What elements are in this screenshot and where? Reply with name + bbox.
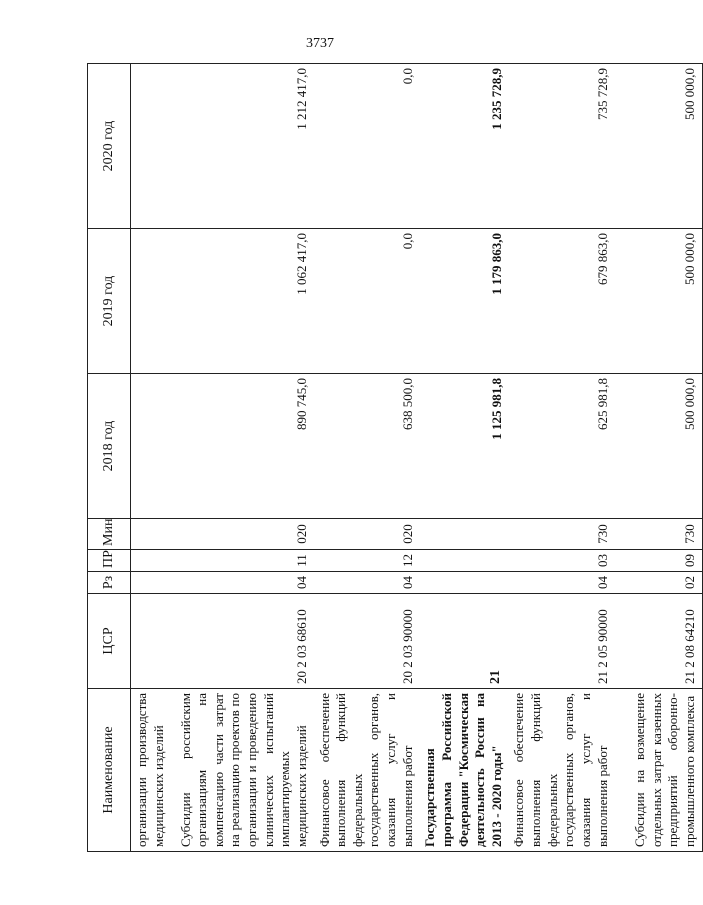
cell-min: 020 xyxy=(314,519,420,550)
header-rz: Рз xyxy=(88,572,131,594)
cell-2019: 679 863,0 xyxy=(508,229,614,374)
cell-2019: 1 179 863,0 xyxy=(419,229,508,374)
cell-2020: 1 212 417,0 xyxy=(175,64,314,229)
cell-2018: 890 745,0 xyxy=(175,374,314,519)
table-row xyxy=(175,64,314,852)
cell-2018: 1 125 981,8 xyxy=(419,374,508,519)
header-2018: 2018 год xyxy=(88,374,131,519)
cell-min: 730 xyxy=(614,519,702,550)
cell-pr xyxy=(419,550,508,572)
cell-rz: 04 xyxy=(508,572,614,594)
cell-name: Финансовое обеспечение выполнения функций федеральных государственных органов, оказания услуг и выполнения работ xyxy=(508,689,614,852)
header-2020: 2020 год xyxy=(88,64,131,229)
cell-min xyxy=(131,519,175,550)
cell-name: Государственная программа Российской Федерации "Космическая деятельность России на 2013 - 2020 годы" xyxy=(419,689,508,852)
cell-2020: 735 728,9 xyxy=(508,64,614,229)
cell-csr: 20 2 03 90000 xyxy=(314,594,420,689)
cell-2018: 500 000,0 xyxy=(614,374,702,519)
header-pr: ПР xyxy=(88,550,131,572)
cell-pr: 09 xyxy=(614,550,702,572)
cell-2020: 500 000,0 xyxy=(614,64,702,229)
page-number: 3737 xyxy=(306,36,334,51)
cell-rz: 04 xyxy=(314,572,420,594)
cell-csr: 21 2 05 90000 xyxy=(508,594,614,689)
table-row xyxy=(508,64,614,852)
rotated-budget-table xyxy=(87,64,697,852)
table-row xyxy=(614,64,702,852)
header-min: Мин xyxy=(88,519,131,550)
cell-name: Финансовое обеспечение выполнения функций федеральных государственных органов, оказания услуг и выполнения работ xyxy=(314,689,420,852)
cell-pr: 03 xyxy=(508,550,614,572)
cell-rz xyxy=(131,572,175,594)
cell-2019: 1 062 417,0 xyxy=(175,229,314,374)
cell-name: организации производства медицинских изделий xyxy=(131,689,175,852)
cell-2019: 500 000,0 xyxy=(614,229,702,374)
cell-pr xyxy=(131,550,175,572)
cell-2020: 1 235 728,9 xyxy=(419,64,508,229)
cell-2020: 0,0 xyxy=(314,64,420,229)
header-row xyxy=(88,64,131,852)
cell-2018: 625 981,8 xyxy=(508,374,614,519)
cell-pr: 11 xyxy=(175,550,314,572)
cell-min xyxy=(419,519,508,550)
cell-rz: 04 xyxy=(175,572,314,594)
cell-name: Субсидии на возмещение отдельных затрат казенных предприятий оборонно-промышленного комплекса xyxy=(614,689,702,852)
cell-min: 020 xyxy=(175,519,314,550)
header-csr: ЦСР xyxy=(88,594,131,689)
header-name: Наименование xyxy=(88,689,131,852)
table-row xyxy=(314,64,420,852)
cell-2018 xyxy=(131,374,175,519)
cell-2019 xyxy=(131,229,175,374)
cell-csr xyxy=(131,594,175,689)
table-row xyxy=(419,64,508,852)
cell-2020 xyxy=(131,64,175,229)
budget-table xyxy=(87,63,703,852)
cell-csr: 21 2 08 64210 xyxy=(614,594,702,689)
table-row xyxy=(131,64,175,852)
cell-pr: 12 xyxy=(314,550,420,572)
cell-csr: 20 2 03 68610 xyxy=(175,594,314,689)
cell-rz: 02 xyxy=(614,572,702,594)
header-2019: 2019 год xyxy=(88,229,131,374)
cell-rz xyxy=(419,572,508,594)
cell-csr: 21 xyxy=(419,594,508,689)
cell-2018: 638 500,0 xyxy=(314,374,420,519)
cell-min: 730 xyxy=(508,519,614,550)
cell-2019: 0,0 xyxy=(314,229,420,374)
cell-name: Субсидии российским организациям на компенсацию части затрат на реализацию проектов по организации и проведению клинических испытаний имплантируемых медицинских изделий xyxy=(175,689,314,852)
